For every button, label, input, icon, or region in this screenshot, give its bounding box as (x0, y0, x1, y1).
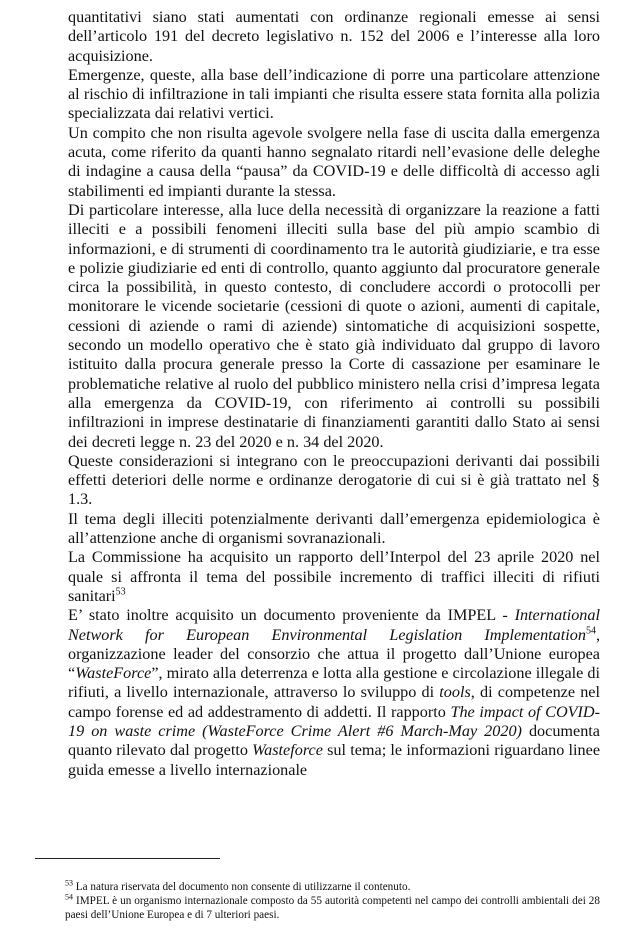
document-page (65, 0, 600, 933)
footnote-separator (35, 858, 220, 859)
paragraph-text: ”, mirato alla deterrenza e lotta alla gestione e circolazione illegale di rifiuti, a livello internazionale, attraverso lo sviluppo di (68, 664, 600, 702)
paragraph-text: documenta quanto rilevato dal progetto (68, 721, 600, 760)
paragraph-text: Il tema degli illeciti potenzialmente derivanti dall’emergenza epidemiologica è all’attenzione anche di organismi sovranazionali. (68, 509, 600, 548)
paragraph (68, 548, 600, 606)
italic-text: WasteForce (75, 664, 152, 683)
paragraph (68, 201, 600, 452)
paragraph-text: Un compito che non risulta agevole svolgere nella fase di uscita dalla emergenza acuta, come riferito da quanti hanno segnalato ritardi nell’evasione delle deleghe di indagine a causa della “pausa” da COVID-19 e delle difficoltà di accesso agli stabilimenti ed impianti durante la stessa. (68, 123, 600, 200)
paragraph-text: Emergenze, queste, alla base dell’indicazione di porre una particolare attenzione al rischio di infiltrazione in tali impianti che risulta essere stata fornita alla polizia specializzata dai relativi vertici. (68, 65, 600, 123)
paragraph (68, 452, 600, 510)
footnote-number: 54 (65, 892, 73, 902)
paragraph-text: quantitativi siano stati aumentati con ordinanze regionali emesse ai sensi dell’articolo 191 del decreto legislativo n. 152 del 2006 e l’interesse alla loro acquisizione. (68, 8, 600, 65)
footnote-text: La natura riservata del documento non consente di utilizzarne il contenuto. (73, 881, 411, 893)
paragraph-text: La Commissione ha acquisito un rapporto dell’Interpol del 23 aprile 2020 nel quale si affronta il tema del possibile incremento di traffici illeciti di rifiuti sanitari (68, 548, 600, 605)
italic-text: The impact of COVID-19 on waste crime (WasteForce Crime Alert #6 March-May 2020) (68, 702, 600, 740)
paragraph (68, 606, 600, 780)
paragraph-text: Queste considerazioni si integrano con le preoccupazioni derivanti dai possibili effetti deteriori delle norme e ordinanze derogatorie di cui si è già trattato nel § 1.3. (68, 451, 600, 509)
paragraph-text: sul tema; le informazioni riguardano linee guida emesse a livello internazionale (68, 741, 600, 779)
paragraph-text: , di competenze nel campo forense ed ad addestramento di addetti. Il rapporto (68, 683, 600, 721)
italic-text: tools (439, 683, 471, 702)
body-text (68, 8, 600, 780)
footnote-text: IMPEL è un organismo internazionale composto da 55 autorità competenti nel campo dei controlli ambientali dei 28 paesi dell’Unione Europea e di 7 ulteriori paesi. (65, 895, 600, 921)
paragraph (68, 510, 600, 549)
paragraph-text: E’ stato inoltre acquisito un documento proveniente da IMPEL - (68, 606, 515, 625)
paragraph (68, 124, 600, 201)
footnote-reference: 54 (585, 625, 596, 637)
footnote (65, 894, 600, 922)
footnote-number: 53 (65, 878, 73, 888)
footnote (65, 880, 600, 894)
paragraph (68, 66, 600, 124)
paragraph-text: Di particolare interesse, alla luce della necessità di organizzare la reazione a fatti illeciti e a possibili fenomeni illeciti sulla base del più ampio scambio di informazioni, e di strumenti di coordinamento tra le autorità giudiziarie, e tra esse e polizie giudiziarie ed enti di controllo, quanto aggiunto dal procuratore generale circa la possibilità, in questo contesto, di concludere accordi o protocolli per monitorare le vicende societarie (cessioni di quote o azioni, aumenti di capitale, cessioni di aziende o rami di aziende) sintomatiche di acquisizioni sospette, secondo un modello operativo che è stato già individuato dal gruppo di lavoro istituito dalla procura generale presso la Corte di cassazione per esaminare le problematiche relative al ruolo del pubblico ministero nella crisi d’impresa legata alla emergenza da COVID-19, con riferimento ai controlli su possibili infiltrazioni in imprese destinatarie di finanziamenti garantiti dallo Stato ai sensi dei decreti legge n. 23 del 2020 e n. 34 del 2020. (68, 200, 600, 451)
paragraph-text: , organizzazione leader del consorzio che attua il progetto dall’Unione europea “ (68, 625, 600, 683)
paragraph (68, 8, 600, 66)
footnotes (65, 880, 600, 922)
footnote-reference: 53 (115, 586, 126, 598)
italic-text: Wasteforce (252, 741, 323, 760)
italic-text: International Network for European Environmental Legislation Implementation (68, 606, 600, 644)
